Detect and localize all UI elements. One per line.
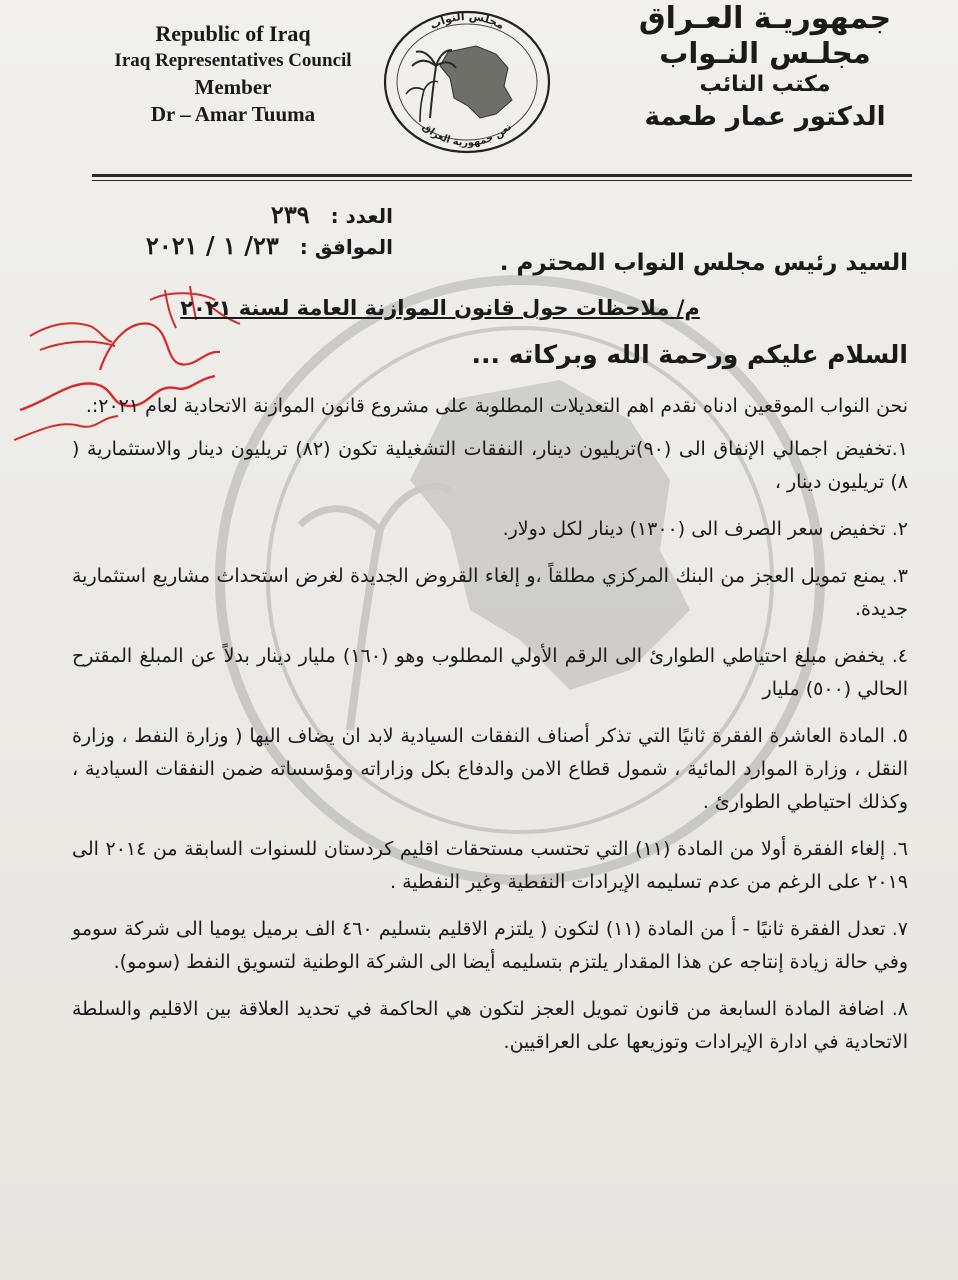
header-divider-thick [92, 174, 912, 177]
list-item: ٤. يخفض مبلغ احتياطي الطوارئ الى الرقم الأولي المطلوب وهو (١٦٠) مليار دينار بدلاً عن المبلغ المقترح الحالي (٥٠٠) مليار [72, 645, 909, 700]
ar-line-republic: جمهوريـة العـراق [638, 1, 892, 36]
list-item: ٢. تخفيض سعر الصرف الى (١٣٠٠) دينار لكل دولار. [502, 518, 908, 540]
greeting: السلام عليكم ورحمة الله وبركاته ... [471, 340, 908, 369]
list-item: ٧. تعدل الفقرة ثانيًا - أ من المادة (١١) لتكون ( يلتزم الاقليم بتسليم ٤٦٠ الف برميل يوميا الى شركة سومو وفي حالة زيادة إنتاجه عن هذا المقدار يلتزم بتسليمه أيضا الى الشركة الوطنية لتسويق النفط (سومو). [72, 918, 908, 973]
list-item: ٨. اضافة المادة السابعة من قانون تمويل العجز لتكون هي الحاكمة في تحديد العلاقة بين الاقليم والسلطة الاتحادية في ادارة الإيرادات وتوزيعها على العراقيين. [72, 998, 908, 1053]
intro-paragraph: نحن النواب الموقعين ادناه نقدم اهم التعديلات المطلوبة على مشروع قانون الموازنة الاتحادية لعام ٢٠٢١:. [85, 395, 908, 417]
svg-text:نعن جمهورية العراق [420, 122, 514, 149]
header-divider-thin [92, 180, 912, 181]
list-item: ٦. إلغاء الفقرة أولا من المادة (١١) التي تحتسب مستحقات اقليم كردستان للسنوات السابقة من ٢٠١٤ الى ٢٠١٩ على الرغم من عدم تسليمه الإيرادات النفطية وغير النفطية . [72, 838, 908, 893]
reference-number-label: العدد : [330, 204, 393, 228]
list-item: ٣. يمنع تمويل العجز من البنك المركزي مطلقاً ،و إلغاء القروض الجديدة لغرض استحداث مشاريع استثمارية جديدة. [72, 565, 908, 620]
reference-date-label: الموافق : [299, 235, 393, 259]
seal-top-text: مجلس النواب [427, 9, 507, 33]
ar-line-council: مجلـس النـواب [659, 36, 871, 70]
en-line-name: Dr – Amar Tuuma [150, 102, 316, 126]
reference-date-value: ٢٣/ ١ / ٢٠٢١ [145, 231, 279, 260]
letter-body [72, 250, 908, 1073]
subject-text: م/ ملاحظات حول قانون الموازنة العامة لسنة ٢٠٢١ [180, 296, 700, 320]
en-line-republic: Republic of Iraq [155, 21, 311, 46]
en-line-member: Member [194, 75, 272, 99]
seal-bottom-text: نعن جمهورية العراق [419, 121, 515, 149]
reference-number-value: ٢٣٩ [270, 200, 310, 229]
reference-number-row [146, 200, 393, 231]
arabic-letterhead [630, 2, 900, 134]
english-letterhead [78, 20, 388, 128]
ar-line-name: الدكتور عمار طعمة [644, 102, 886, 132]
svg-text:مجلس النواب [428, 10, 507, 32]
addressee: السيد رئيس مجلس النواب المحترم . [499, 250, 908, 276]
subject-line [72, 296, 908, 320]
list-item: ١.تخفيض اجمالي الإنفاق الى (٩٠)تريليون دينار، النفقات التشغيلية تكون (٨٢) تريليون دينار والاستثمارية ( ٨) تريليون دينار ، [72, 438, 908, 493]
list-item: ٥. المادة العاشرة الفقرة ثانيًا التي تذكر أصناف النفقات السيادية لابد ان يضاف اليها ( وزارة النفط ، وزارة النقل ، وزارة الموارد المائية ، شمول قطاع الامن والدفاع بكل وزاراته ومؤسساته ضمن النفقات السيادية ، وكذلك احتياطي الطوارئ . [72, 725, 908, 813]
en-line-council: Iraq Representatives Council [114, 50, 352, 71]
ar-line-office: مكتب النائب [699, 72, 831, 97]
council-seal-logo [378, 8, 556, 156]
